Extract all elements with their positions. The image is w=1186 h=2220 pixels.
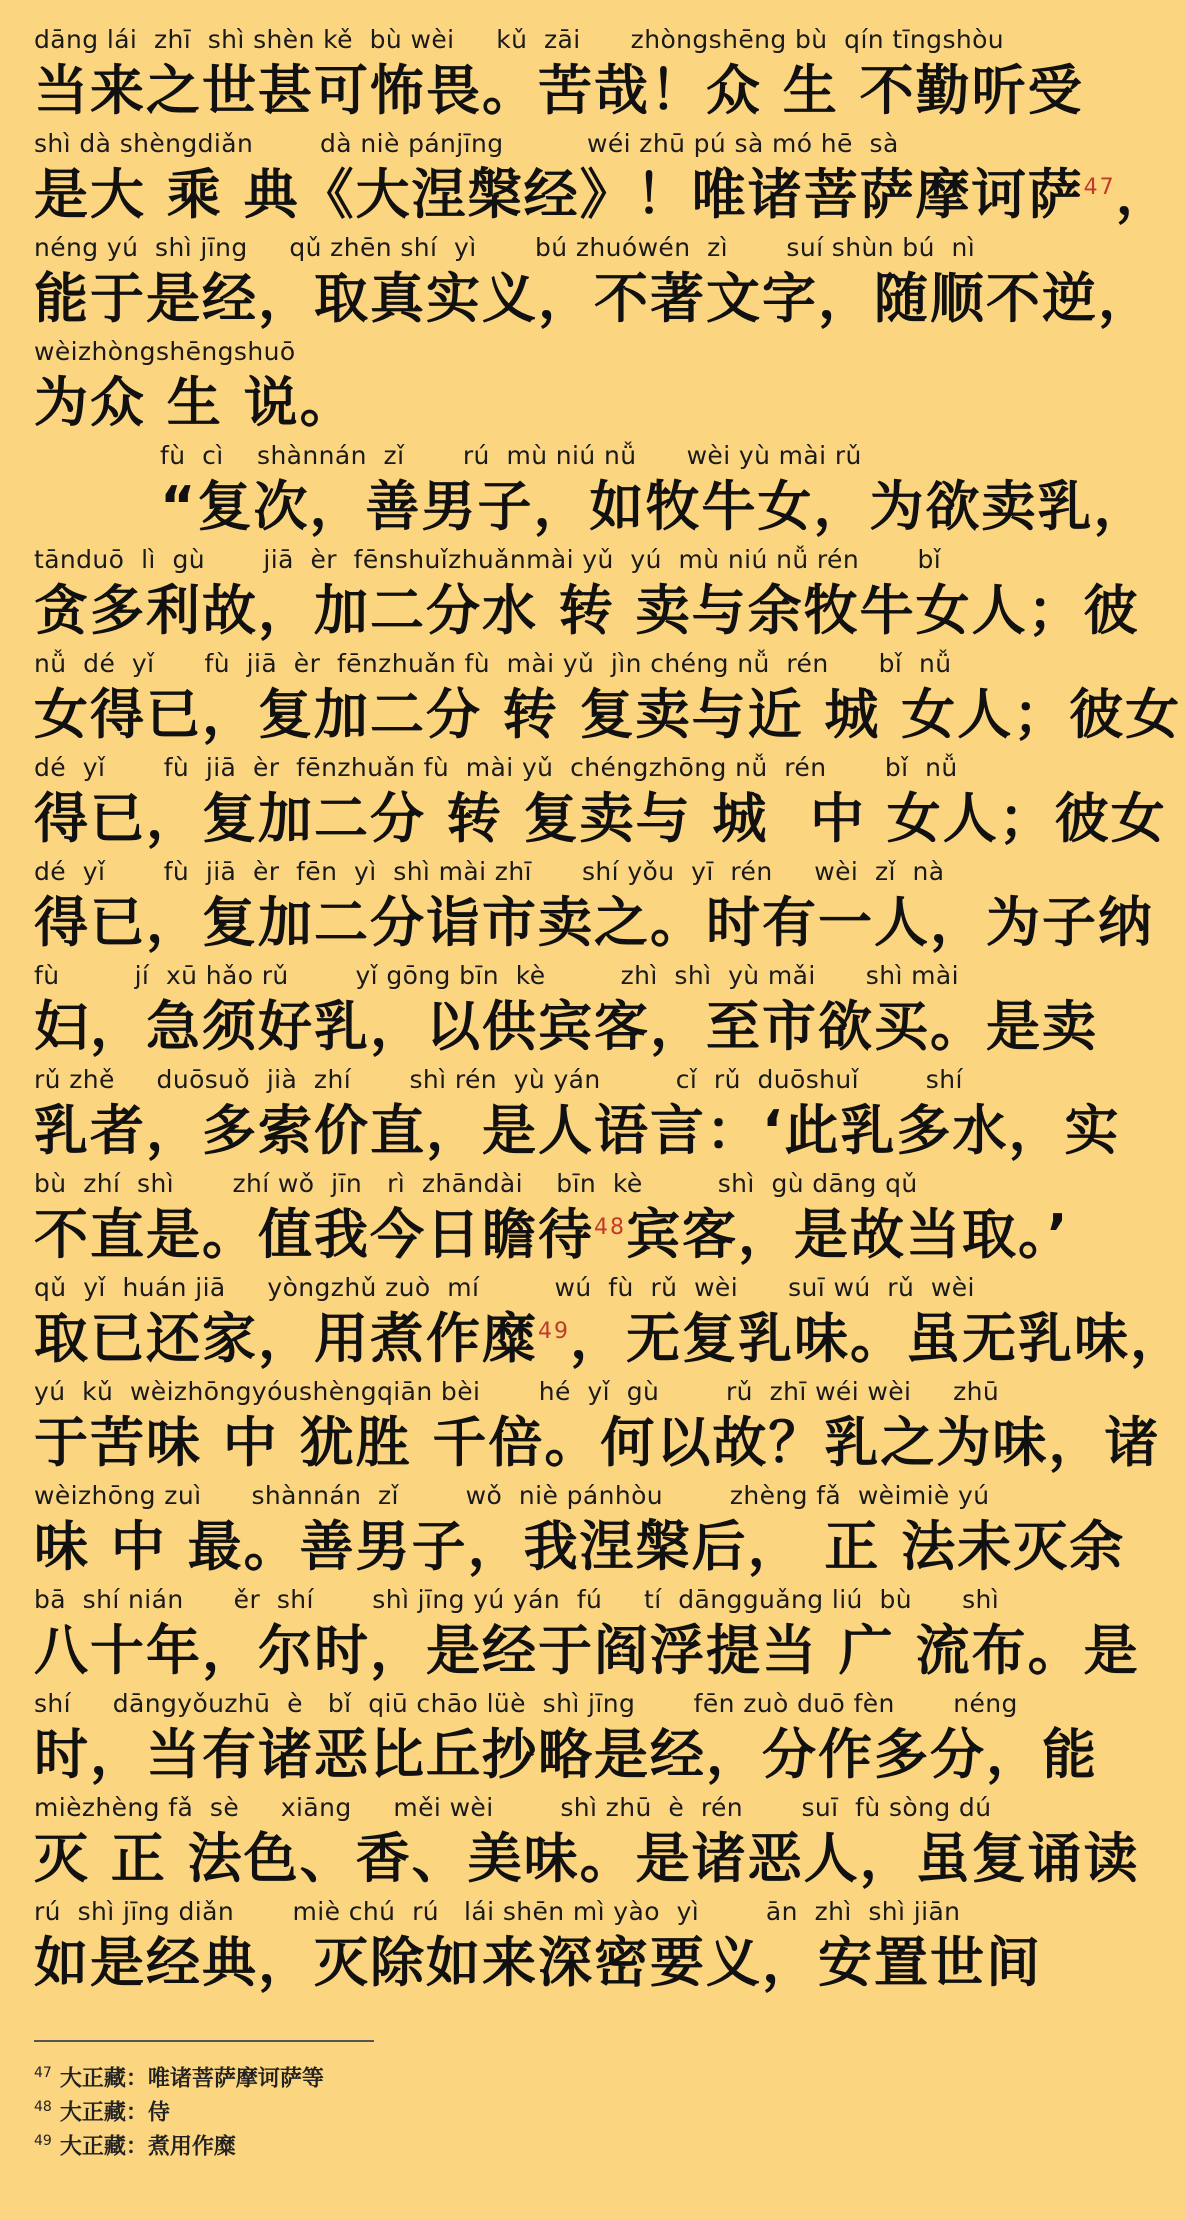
chinese-text: [34, 1202, 1070, 1268]
chinese-text: [34, 786, 1167, 852]
text-line: [34, 24, 1084, 128]
chinese-text-segment: 是大 乘 典《大涅槃经》！唯诸菩萨摩诃萨: [34, 163, 1084, 226]
chinese-text-segment: 妇，急须好乳，以供宾客，至市欲买。是卖: [34, 995, 1098, 1058]
text-line: [34, 1896, 1054, 2000]
chinese-text-segment: 八十年，尔时，是经于阎浮提当 广 流布。是: [34, 1619, 1140, 1682]
chinese-text-segment: ，: [1115, 163, 1172, 226]
text-line: [34, 1272, 1186, 1376]
pinyin-annotation: tānduō lì gù jiā èr fēnshuǐzhuǎnmài yǔ yú mù niú nǚ rén bǐ: [34, 545, 942, 574]
chinese-text-segment: 女得已，复加二分 转 复卖与近 城 女人；彼女: [34, 683, 1182, 746]
pinyin-annotation: rǔ zhě duōsuǒ jià zhí shì rén yù yán cǐ rǔ duōshuǐ shí: [34, 1065, 963, 1094]
pinyin-annotation: rú shì jīng diǎn miè chú rú lái shēn mì yào yì ān zhì shì jiān: [34, 1897, 961, 1926]
chinese-text: [34, 58, 1084, 124]
chinese-text-segment: 乳者，多索价直，是人语言：‘此乳多水，实: [34, 1099, 1121, 1162]
chinese-text-segment: 不直是。值我今日瞻待: [34, 1203, 594, 1266]
footnote: [34, 2126, 236, 2162]
chinese-text: [34, 370, 1054, 436]
text-line: [34, 1064, 1121, 1168]
chinese-text: [34, 1722, 1098, 1788]
chinese-text: [34, 1410, 1161, 1476]
chinese-text-segment: 于苦味 中 犹胜 千倍。何以故？乳之为味，诸: [34, 1411, 1161, 1474]
footnote-marker[interactable]: 48: [594, 1215, 626, 1240]
text-line: [34, 1168, 1070, 1272]
chinese-text-segment: “复次，善男子，如牧牛女，为欲卖乳，: [160, 475, 1150, 538]
chinese-text: [34, 1514, 1126, 1580]
chinese-text-segment: 灭 正 法色、香、美味。是诸恶人，虽复诵读: [34, 1827, 1140, 1890]
chinese-text-segment: 宾客，是故当取。’: [626, 1203, 1070, 1266]
text-line: [34, 1376, 1161, 1480]
text-line: [34, 960, 1098, 1064]
chinese-text-segment: 贪多利故，加二分水 转 卖与余牧牛女人；彼: [34, 579, 1140, 642]
footnote-marker[interactable]: 49: [538, 1319, 570, 1344]
text-line: [34, 544, 1140, 648]
text-line: [34, 1480, 1126, 1584]
chinese-text-segment: 如是经典，灭除如来深密要义，安置世间: [34, 1931, 1042, 1994]
text-line: [34, 128, 1172, 232]
footnote-marker[interactable]: 47: [1083, 175, 1116, 200]
footnote: [34, 2092, 170, 2128]
pinyin-annotation: fù cì shànnán zǐ rú mù niú nǚ wèi yù mài rǔ: [160, 441, 862, 470]
chinese-text: [34, 1826, 1140, 1892]
chinese-text: [34, 1306, 1186, 1372]
pinyin-annotation: fù jí xū hǎo rǔ yǐ gōng bīn kè zhì shì yù mǎi shì mài: [34, 961, 959, 990]
footnote-number: 49: [34, 2133, 52, 2149]
text-line: [34, 232, 1154, 336]
text-line: [34, 752, 1167, 856]
chinese-text: [34, 682, 1182, 748]
pinyin-annotation: néng yú shì jīng qǔ zhēn shí yì bú zhuówén zì suí shùn bú nì: [34, 233, 976, 262]
chinese-text: [34, 1618, 1140, 1684]
pinyin-annotation: shì dà shèngdiǎn dà niè pánjīng wéi zhū pú sà mó hē sà: [34, 129, 899, 158]
chinese-text: [34, 994, 1098, 1060]
text-line: [160, 440, 1150, 544]
pinyin-annotation: dāng lái zhī shì shèn kě bù wèi kǔ zāi zhòngshēng bù qín tīngshòu: [34, 25, 1005, 54]
pinyin-annotation: qǔ yǐ huán jiā yòngzhǔ zuò mí wú fù rǔ wèi suī wú rǔ wèi: [34, 1273, 975, 1302]
pinyin-annotation: shí dāngyǒuzhū è bǐ qiū chāo lüè shì jīng fēn zuò duō fèn néng: [34, 1689, 1018, 1718]
chinese-text-segment: 时，当有诸恶比丘抄略是经，分作多分，能: [34, 1723, 1098, 1786]
chinese-text-segment: ，无复乳味。虽无乳味，: [570, 1307, 1186, 1370]
footnote-number: 47: [34, 2065, 52, 2081]
chinese-text-segment: 得已，复加二分诣市卖之。时有一人，为子纳: [34, 891, 1154, 954]
pinyin-annotation: wèizhòngshēngshuō: [34, 337, 296, 366]
footnote-text: 大正藏：唯诸菩萨摩诃萨等: [59, 2066, 324, 2092]
text-line: [34, 856, 1154, 960]
text-line: [34, 1688, 1098, 1792]
pinyin-annotation: wèizhōng zuì shànnán zǐ wǒ niè pánhòu zhèng fǎ wèimiè yú: [34, 1481, 990, 1510]
chinese-text-segment: 为众 生 说。: [34, 371, 356, 434]
chinese-text: [34, 162, 1172, 228]
pinyin-annotation: bù zhí shì zhí wǒ jīn rì zhāndài bīn kè shì gù dāng qǔ: [34, 1169, 918, 1198]
chinese-text: [34, 1930, 1054, 1996]
pinyin-annotation: mièzhèng fǎ sè xiāng měi wèi shì zhū è rén suī fù sòng dú: [34, 1793, 992, 1822]
pinyin-annotation: dé yǐ fù jiā èr fēn yì shì mài zhī shí yǒu yī rén wèi zǐ nà: [34, 857, 945, 886]
text-line: [34, 336, 1054, 440]
text-line: [34, 1792, 1140, 1896]
chinese-text: [34, 266, 1154, 332]
pinyin-annotation: yú kǔ wèizhōngyóushèngqiān bèi hé yǐ gù rǔ zhī wéi wèi zhū: [34, 1377, 1000, 1406]
pinyin-annotation: bā shí nián ěr shí shì jīng yú yán fú tí dāngguǎng liú bù shì: [34, 1585, 1000, 1614]
footnote-number: 48: [34, 2099, 52, 2115]
pinyin-annotation: dé yǐ fù jiā èr fēnzhuǎn fù mài yǔ chéngzhōng nǚ rén bǐ nǚ: [34, 753, 958, 782]
footnote-text: 大正藏：侍: [59, 2100, 170, 2126]
footnote-divider: [34, 2040, 374, 2042]
footnote-text: 大正藏：煮用作糜: [59, 2134, 236, 2160]
chinese-text-segment: 味 中 最。善男子，我涅槃后， 正 法未灭余: [34, 1515, 1126, 1578]
chinese-text: [34, 1098, 1121, 1164]
pinyin-annotation: nǚ dé yǐ fù jiā èr fēnzhuǎn fù mài yǔ jìn chéng nǚ rén bǐ nǚ: [34, 649, 952, 678]
chinese-text-segment: 得已，复加二分 转 复卖与 城 中 女人；彼女: [34, 787, 1167, 850]
chinese-text-segment: 取已还家，用煮作糜: [34, 1307, 538, 1370]
chinese-text: [160, 474, 1150, 540]
text-line: [34, 1584, 1140, 1688]
chinese-text: [34, 578, 1140, 644]
footnote: [34, 2058, 324, 2094]
chinese-text: [34, 890, 1154, 956]
chinese-text-segment: 能于是经，取真实义，不著文字，随顺不逆，: [34, 267, 1154, 330]
chinese-text-segment: 当来之世甚可怖畏。苦哉！众 生 不勤听受: [34, 59, 1084, 122]
text-line: [34, 648, 1182, 752]
